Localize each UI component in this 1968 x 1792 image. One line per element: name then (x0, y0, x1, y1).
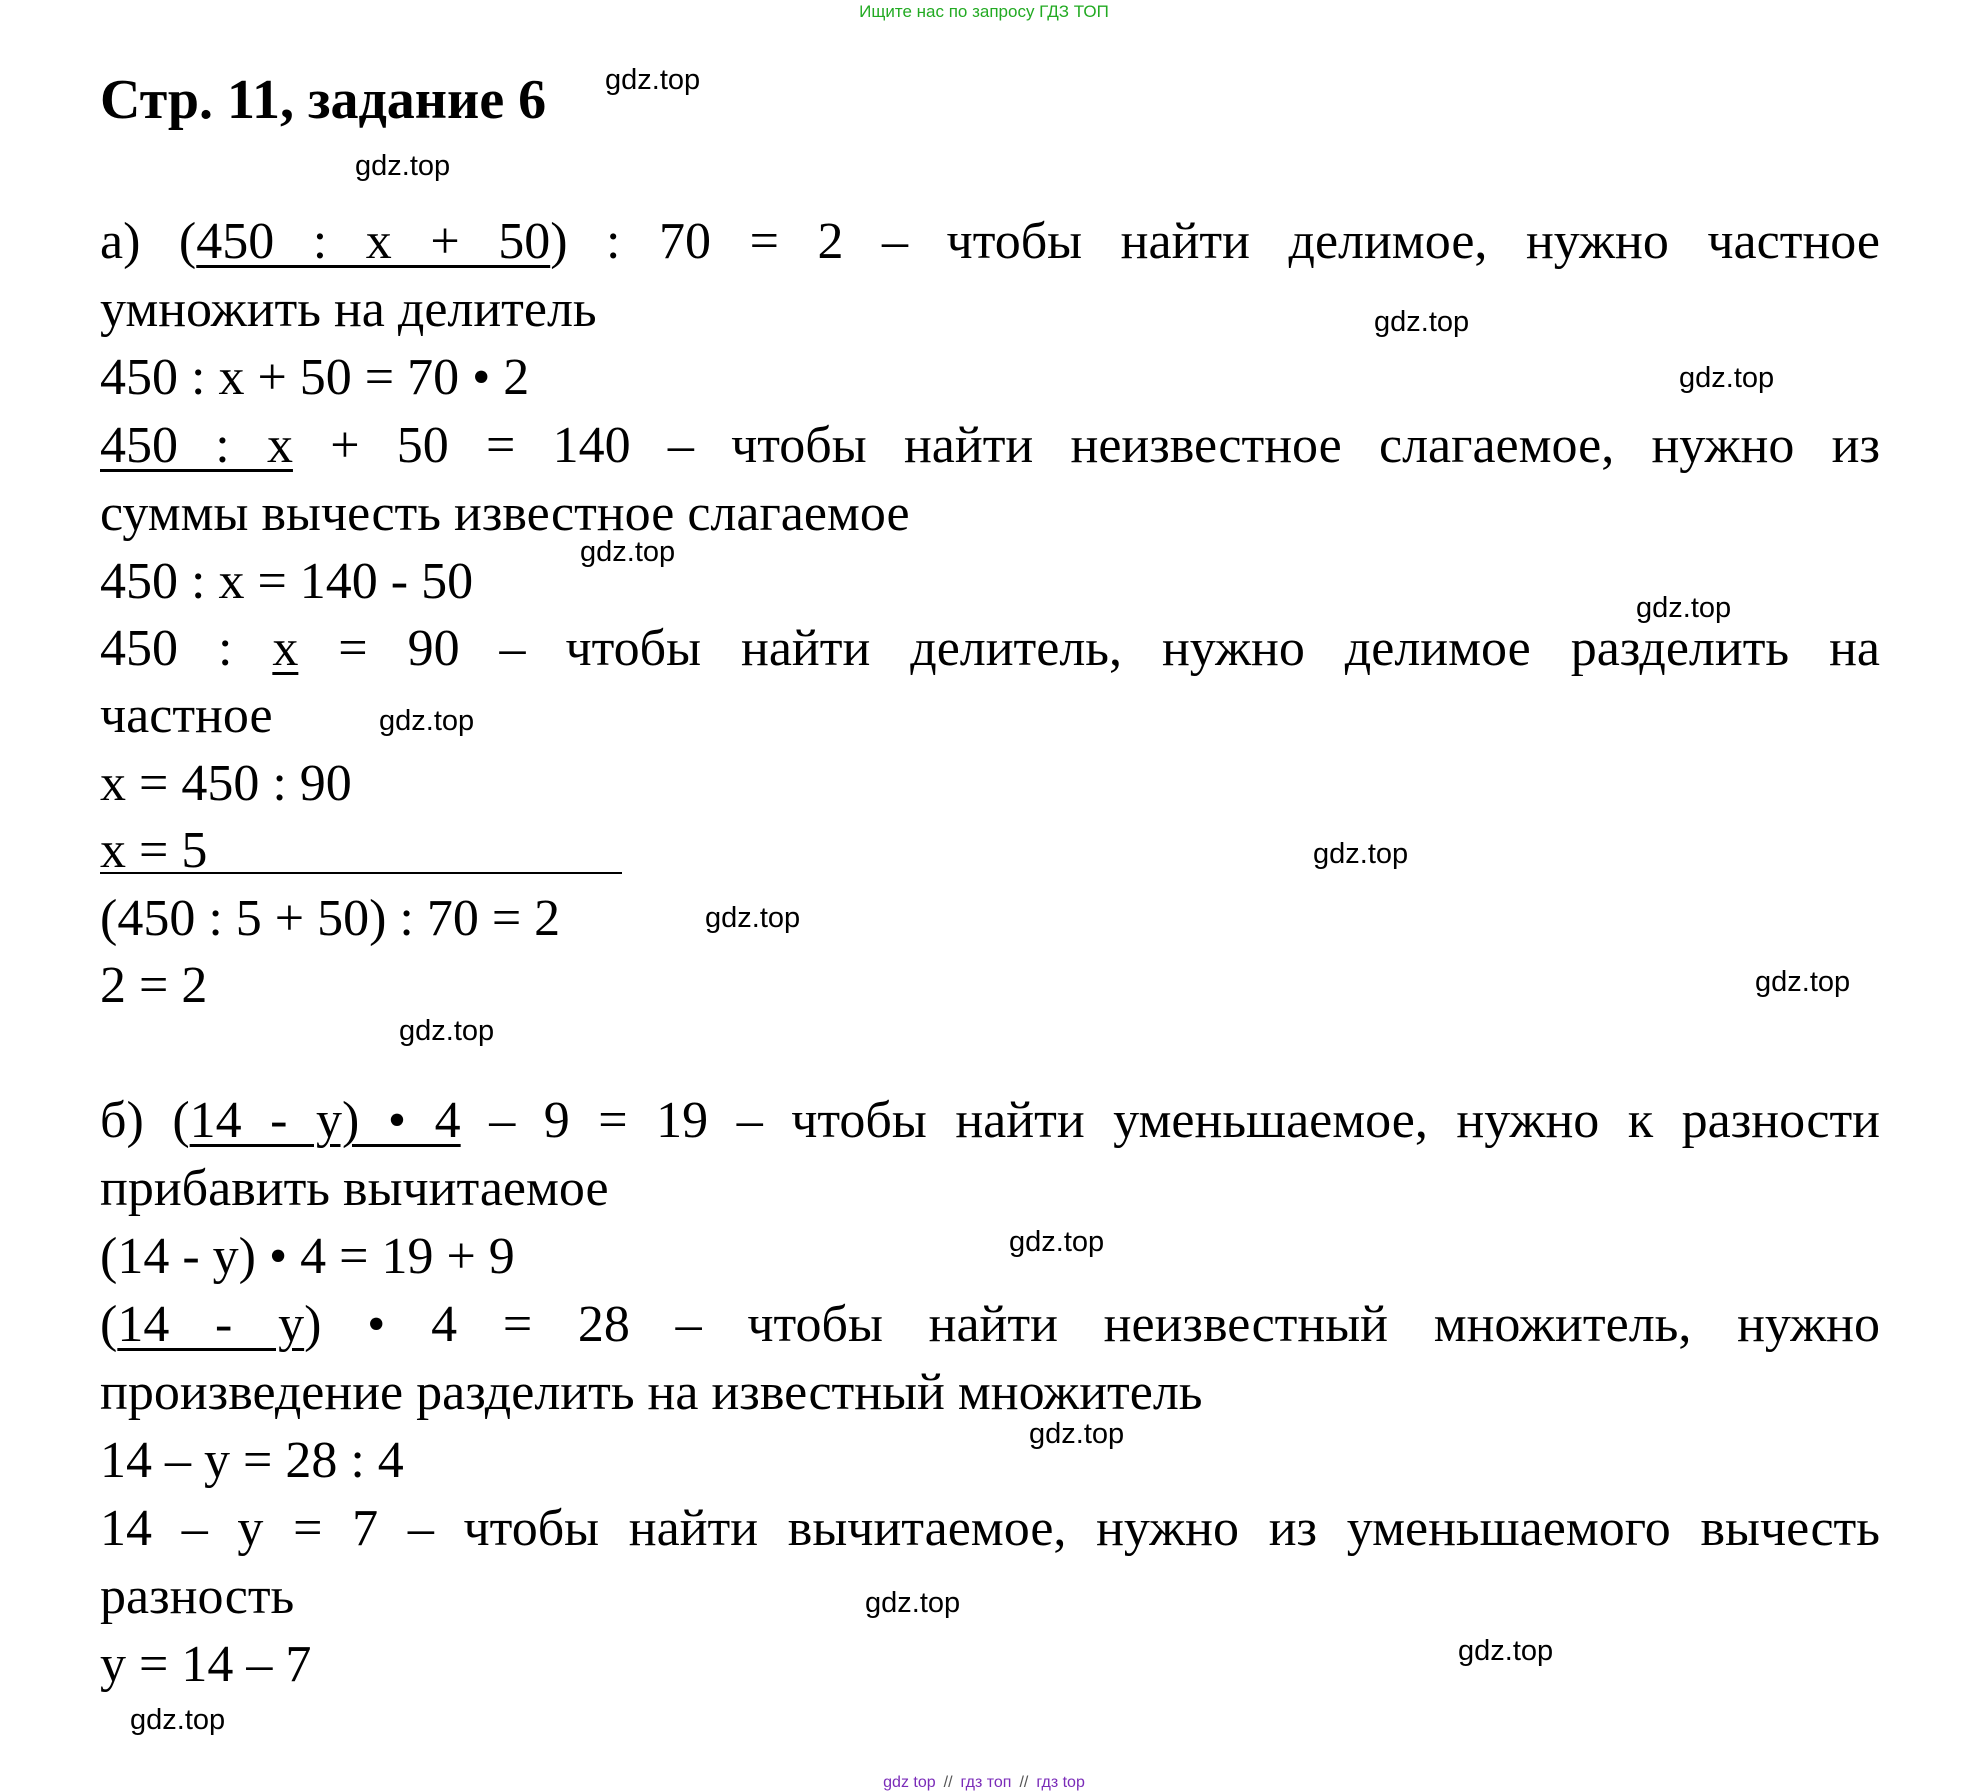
underlined-expression: 450 : x + 50 (196, 213, 551, 270)
solution-line: разность (100, 1568, 295, 1625)
solution-line: 14 – y = 28 : 4 (100, 1432, 404, 1489)
page-title: Стр. 11, задание 6 (100, 69, 547, 131)
answer-line: x = 5 (100, 822, 208, 879)
solution-line: y = 14 – 7 (100, 1636, 312, 1693)
watermark: gdz.top (1458, 1635, 1554, 1667)
watermark: gdz.top (1029, 1418, 1125, 1450)
solution-line: 450 : x + 50 = 70 • 2 (100, 349, 530, 406)
solution-line: 450 : x = 140 - 50 (100, 553, 474, 610)
underlined-expression: 14 - y) • 4 (189, 1092, 461, 1149)
footer-link[interactable]: гдз top (1036, 1774, 1085, 1791)
solution-line: 450 : x = 90 – чтобы найти делитель, нужно делимое разделить на (100, 620, 1880, 677)
solution-line: 450 : x + 50 = 140 – чтобы найти неизвестное слагаемое, нужно из (100, 417, 1880, 474)
watermark: gdz.top (399, 1015, 495, 1047)
watermark: gdz.top (580, 536, 676, 568)
watermark: gdz.top (705, 902, 801, 934)
top-banner: Ищите нас по запросу ГДЗ ТОП (859, 2, 1109, 21)
solution-line: а) (450 : x + 50) : 70 = 2 – чтобы найти делимое, нужно частное (100, 213, 1880, 270)
underlined-expression: 450 : x (100, 417, 293, 474)
solution-line: прибавить вычитаемое (100, 1160, 609, 1217)
answer-underline (100, 872, 622, 874)
solution-line: суммы вычесть известное слагаемое (100, 485, 910, 542)
solution-line: x = 450 : 90 (100, 755, 352, 812)
watermark: gdz.top (865, 1587, 961, 1619)
solution-line: 14 – y = 7 – чтобы найти вычитаемое, нужно из уменьшаемого вычесть (100, 1500, 1880, 1557)
watermark: gdz.top (379, 705, 475, 737)
solution-line: умножить на делитель (100, 281, 597, 338)
watermark: gdz.top (355, 150, 451, 182)
footer-links: gdz top // гдз топ // гдз top (883, 1774, 1085, 1791)
underlined-expression: x (272, 620, 299, 677)
watermark: gdz.top (1009, 1226, 1105, 1258)
footer-link[interactable]: гдз топ (960, 1774, 1012, 1791)
check-line: (450 : 5 + 50) : 70 = 2 (100, 890, 561, 947)
solution-line: (14 - y) • 4 = 28 – чтобы найти неизвестный множитель, нужно (100, 1296, 1880, 1353)
watermark: gdz.top (1374, 306, 1470, 338)
watermark: gdz.top (605, 64, 701, 96)
footer-link[interactable]: gdz top (883, 1774, 936, 1791)
solution-line: частное (100, 687, 273, 744)
watermark: gdz.top (1313, 838, 1409, 870)
solution-line: (14 - y) • 4 = 19 + 9 (100, 1228, 515, 1285)
watermark: gdz.top (130, 1704, 226, 1736)
solution-line: произведение разделить на известный множитель (100, 1364, 1203, 1421)
underlined-expression: 14 - y (117, 1296, 305, 1353)
solution-line: б) (14 - y) • 4 – 9 = 19 – чтобы найти уменьшаемое, нужно к разности (100, 1092, 1881, 1149)
watermark: gdz.top (1636, 592, 1732, 624)
check-line: 2 = 2 (100, 957, 208, 1014)
watermark: gdz.top (1679, 362, 1775, 394)
watermark: gdz.top (1755, 966, 1851, 998)
